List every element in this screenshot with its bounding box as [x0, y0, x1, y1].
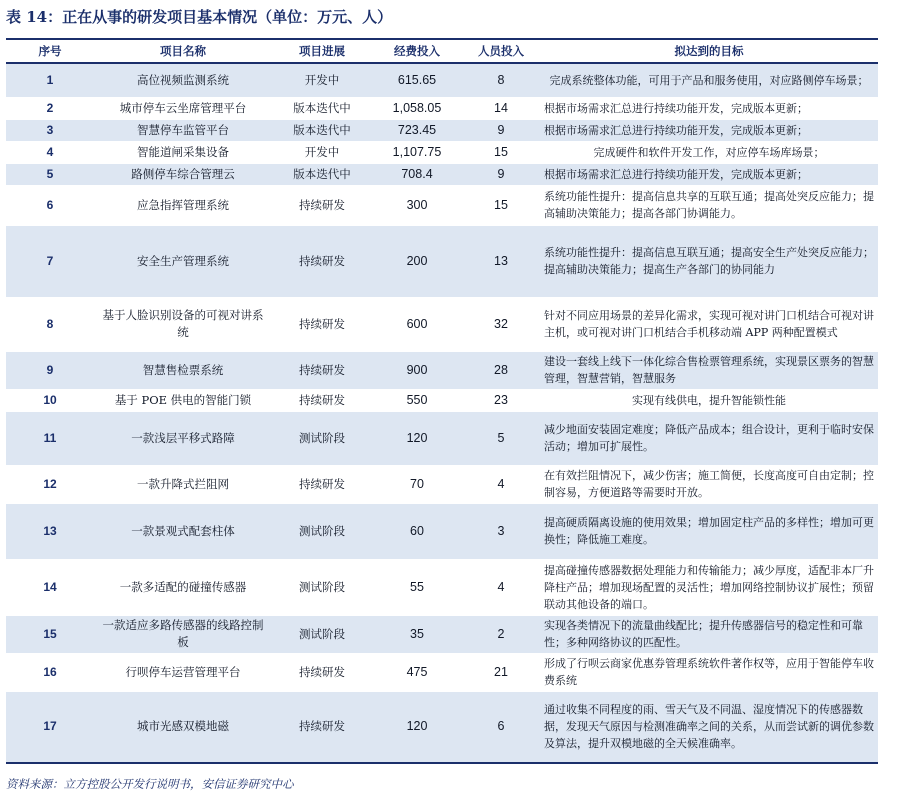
table-row: [6, 297, 878, 351]
staff-value: 9: [462, 119, 540, 141]
staff-value: 5: [462, 411, 540, 465]
row-no: 9: [6, 351, 94, 389]
project-stage: 版本迭代中: [272, 97, 372, 119]
project-stage: 持续研发: [272, 389, 372, 411]
project-goal: 建设一套线上线下一体化综合售检票管理系统，实现景区票务的智慧管理，智慧营销，智慧服务: [540, 351, 878, 389]
project-stage: 测试阶段: [272, 411, 372, 465]
project-name: 基于 POE 供电的智能门锁: [94, 389, 272, 411]
project-stage: 开发中: [272, 141, 372, 163]
project-name: 一款景观式配套柱体: [94, 503, 272, 559]
row-no: 5: [6, 163, 94, 185]
project-name: 一款多适配的碰撞传感器: [94, 559, 272, 615]
row-no: 8: [6, 297, 94, 351]
row-no: 16: [6, 653, 94, 691]
funding-value: 55: [372, 559, 462, 615]
funding-value: 1,107.75: [372, 141, 462, 163]
row-no: 3: [6, 119, 94, 141]
header-name: 项目名称: [94, 39, 272, 63]
project-name: 智慧售检票系统: [94, 351, 272, 389]
project-goal: 系统功能性提升：提高信息共享的互联互通；提高处突反应能力；提高辅助决策能力；提高各部门协调能力。: [540, 185, 878, 225]
source-note: 资料来源：立方控股公开发行说明书，安信证券研究中心: [6, 777, 294, 791]
project-stage: 持续研发: [272, 351, 372, 389]
staff-value: 2: [462, 615, 540, 653]
project-goal: 根据市场需求汇总进行持续功能开发，完成版本更新；: [540, 163, 878, 185]
project-goal: 根据市场需求汇总进行持续功能开发，完成版本更新；: [540, 97, 878, 119]
project-goal: 完成系统整体功能，可用于产品和服务使用，对应路侧停车场景；: [540, 63, 878, 97]
funding-value: 550: [372, 389, 462, 411]
funding-value: 723.45: [372, 119, 462, 141]
header-stage: 项目进展: [272, 39, 372, 63]
funding-value: 120: [372, 691, 462, 763]
project-stage: 版本迭代中: [272, 119, 372, 141]
project-goal: 通过收集不同程度的雨、雪天气及不同温、湿度情况下的传感器数据，发现天气原因与检测准确率之间的关系，从而尝试新的调优参数及算法，提升双模地磁的全天候准确率。: [540, 691, 878, 763]
staff-value: 4: [462, 465, 540, 503]
table-row: [6, 389, 878, 411]
row-no: 15: [6, 615, 94, 653]
table-row: [6, 351, 878, 389]
staff-value: 6: [462, 691, 540, 763]
project-name: 安全生产管理系统: [94, 225, 272, 297]
table-row: [6, 411, 878, 465]
table-row: [6, 63, 878, 97]
funding-value: 615.65: [372, 63, 462, 97]
staff-value: 28: [462, 351, 540, 389]
rd-projects-table: [6, 38, 878, 764]
table-row: [6, 185, 878, 225]
project-stage: 版本迭代中: [272, 163, 372, 185]
project-name: 一款浅层平移式路障: [94, 411, 272, 465]
row-no: 13: [6, 503, 94, 559]
project-stage: 开发中: [272, 63, 372, 97]
project-goal: 完成硬件和软件开发工作，对应停车场库场景；: [540, 141, 878, 163]
staff-value: 15: [462, 185, 540, 225]
staff-value: 8: [462, 63, 540, 97]
project-name: 城市光感双模地磁: [94, 691, 272, 763]
funding-value: 60: [372, 503, 462, 559]
table-row: [6, 225, 878, 297]
project-goal: 实现有线供电，提升智能锁性能: [540, 389, 878, 411]
project-goal: 针对不同应用场景的差异化需求，实现可视对讲门口机结合可视对讲主机，或可视对讲门口机结合手机移动端 APP 两种配置模式: [540, 297, 878, 351]
project-goal: 根据市场需求汇总进行持续功能开发，完成版本更新；: [540, 119, 878, 141]
project-name: 一款适应多路传感器的线路控制板: [94, 615, 272, 653]
project-name: 城市停车云坐席管理平台: [94, 97, 272, 119]
funding-value: 708.4: [372, 163, 462, 185]
project-stage: 测试阶段: [272, 615, 372, 653]
funding-value: 200: [372, 225, 462, 297]
row-no: 7: [6, 225, 94, 297]
table-row: [6, 141, 878, 163]
table-row: [6, 97, 878, 119]
header-goal: 拟达到的目标: [540, 39, 878, 63]
header-funding: 经费投入: [372, 39, 462, 63]
funding-value: 120: [372, 411, 462, 465]
table-row: [6, 615, 878, 653]
table-row: [6, 559, 878, 615]
project-goal: 提高硬质隔离设施的使用效果；增加固定柱产品的多样性；增加可更换性；降低施工难度。: [540, 503, 878, 559]
row-no: 14: [6, 559, 94, 615]
project-goal: 实现各类情况下的流量曲线配比；提升传感器信号的稳定性和可靠性；多种网络协议的匹配性。: [540, 615, 878, 653]
project-goal: 提高碰撞传感器数据处理能力和传输能力；减少厚度，适配非本厂升降柱产品；增加现场配置的灵活性；增加网络控制协议扩展性；预留联动其他设备的端口。: [540, 559, 878, 615]
row-no: 6: [6, 185, 94, 225]
project-name: 行呗停车运营管理平台: [94, 653, 272, 691]
staff-value: 23: [462, 389, 540, 411]
row-no: 17: [6, 691, 94, 763]
staff-value: 21: [462, 653, 540, 691]
project-stage: 持续研发: [272, 653, 372, 691]
staff-value: 13: [462, 225, 540, 297]
project-goal: 形成了行呗云商家优惠券管理系统软件著作权等，应用于智能停车收费系统: [540, 653, 878, 691]
project-name: 一款升降式拦阻网: [94, 465, 272, 503]
row-no: 11: [6, 411, 94, 465]
project-name: 智慧停车监管平台: [94, 119, 272, 141]
table-row: [6, 163, 878, 185]
header-staff: 人员投入: [462, 39, 540, 63]
table-row: [6, 465, 878, 503]
header-no: 序号: [6, 39, 94, 63]
project-stage: 持续研发: [272, 465, 372, 503]
staff-value: 14: [462, 97, 540, 119]
project-stage: 测试阶段: [272, 503, 372, 559]
table-row: [6, 119, 878, 141]
project-stage: 测试阶段: [272, 559, 372, 615]
row-no: 1: [6, 63, 94, 97]
project-stage: 持续研发: [272, 297, 372, 351]
funding-value: 1,058.05: [372, 97, 462, 119]
project-stage: 持续研发: [272, 225, 372, 297]
table-header-row: [6, 39, 878, 63]
staff-value: 32: [462, 297, 540, 351]
table-title: 表 14：正在从事的研发项目基本情况（单位：万元、人）: [6, 8, 393, 26]
staff-value: 15: [462, 141, 540, 163]
project-name: 基于人脸识别设备的可视对讲系统: [94, 297, 272, 351]
project-name: 高位视频监测系统: [94, 63, 272, 97]
funding-value: 475: [372, 653, 462, 691]
table-row: [6, 691, 878, 763]
funding-value: 300: [372, 185, 462, 225]
project-name: 路侧停车综合管理云: [94, 163, 272, 185]
row-no: 4: [6, 141, 94, 163]
row-no: 12: [6, 465, 94, 503]
project-name: 智能道闸采集设备: [94, 141, 272, 163]
staff-value: 9: [462, 163, 540, 185]
table-row: [6, 503, 878, 559]
staff-value: 4: [462, 559, 540, 615]
funding-value: 35: [372, 615, 462, 653]
project-name: 应急指挥管理系统: [94, 185, 272, 225]
table-row: [6, 653, 878, 691]
funding-value: 600: [372, 297, 462, 351]
funding-value: 70: [372, 465, 462, 503]
project-stage: 持续研发: [272, 691, 372, 763]
staff-value: 3: [462, 503, 540, 559]
project-goal: 减少地面安装固定难度；降低产品成本；组合设计，更利于临时安保活动；增加可扩展性。: [540, 411, 878, 465]
row-no: 2: [6, 97, 94, 119]
funding-value: 900: [372, 351, 462, 389]
project-stage: 持续研发: [272, 185, 372, 225]
project-goal: 系统功能性提升：提高信息互联互通；提高安全生产处突反应能力；提高辅助决策能力；提高生产各部门的协同能力: [540, 225, 878, 297]
project-goal: 在有效拦阻情况下，减少伤害；施工简便，长度高度可自由定制；控制容易，方便道路等需要时开放。: [540, 465, 878, 503]
row-no: 10: [6, 389, 94, 411]
